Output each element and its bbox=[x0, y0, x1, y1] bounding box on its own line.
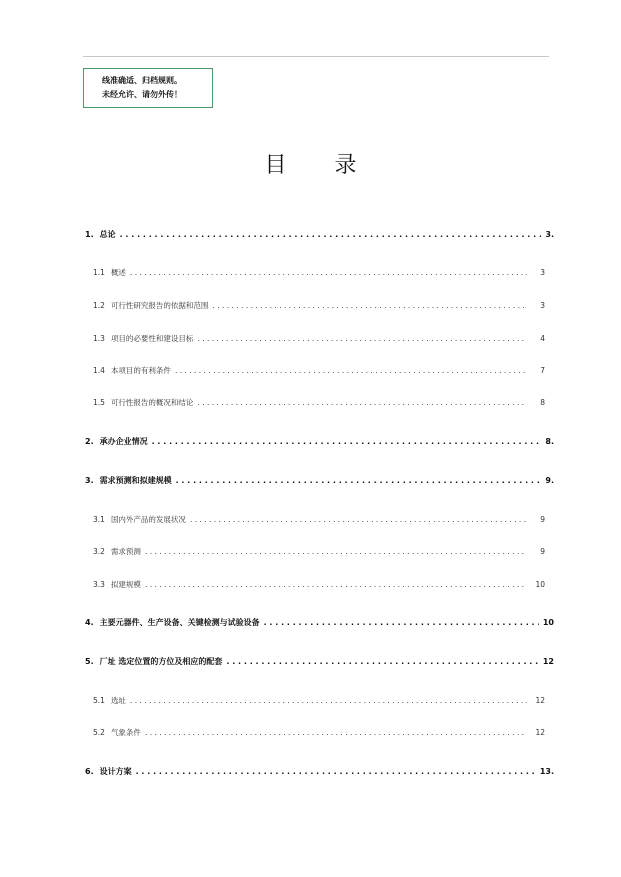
toc-page: 10 bbox=[535, 580, 545, 589]
toc-page: 4 bbox=[540, 334, 545, 343]
toc-label: 总论 bbox=[99, 230, 116, 239]
toc-entry[interactable]: 2. 承办企业情况 . . . 8. bbox=[85, 436, 554, 447]
toc-entry[interactable]: 5. 厂址 选定位置的方位及相应的配套 . . . 12 bbox=[85, 656, 554, 667]
toc-label: 国内外产品的发展状况 bbox=[110, 515, 186, 524]
toc-label: 主要元器件、生产设备、关键检测与试验设备 bbox=[99, 618, 260, 627]
toc-page: 9 bbox=[540, 515, 545, 524]
confidentiality-notice bbox=[83, 68, 213, 108]
toc-label: 可行性报告的概况和结论 bbox=[110, 398, 194, 407]
title-char-1: 目 bbox=[264, 153, 287, 178]
toc-entry[interactable]: 1. 总论 . . . 3. bbox=[85, 229, 554, 240]
toc-entry[interactable]: 5.1 选址 . . . 12 bbox=[93, 695, 545, 706]
toc-page: 12 bbox=[535, 696, 545, 705]
toc-label: 气象条件 bbox=[110, 728, 141, 737]
header-rule bbox=[83, 56, 549, 57]
toc-page: 10 bbox=[542, 618, 554, 627]
toc-entry[interactable]: 4. 主要元器件、生产设备、关键检测与试验设备 . . . 10 bbox=[85, 617, 554, 628]
toc-entry[interactable]: 1.5 可行性报告的概况和结论 . . . 8 bbox=[93, 397, 545, 408]
toc-entry[interactable]: 6. 设计方案 . . . 13. bbox=[85, 766, 554, 777]
toc-label: 设计方案 bbox=[99, 767, 132, 776]
toc-entry[interactable]: 3. 需求预测和拟建规模 . . . 9. bbox=[85, 475, 554, 486]
notice-line-1: 线准确适、归档规则。 bbox=[102, 76, 182, 85]
toc-label: 承办企业情况 bbox=[99, 437, 148, 446]
toc-entry[interactable]: 1.4 本项目的有利条件 . . . 7 bbox=[93, 365, 545, 376]
page-title bbox=[0, 148, 621, 179]
toc-page: 7 bbox=[540, 366, 545, 375]
toc-entry[interactable]: 3.3 拟建规模 . . . 10 bbox=[93, 579, 545, 590]
toc-label: 需求预测和拟建规模 bbox=[99, 476, 172, 485]
toc-entry[interactable]: 3.2 需求预测 . . . 9 bbox=[93, 546, 545, 557]
toc-page: 9. bbox=[545, 476, 554, 485]
toc-entry[interactable]: 3.1 国内外产品的发展状况 . . . 9 bbox=[93, 514, 545, 525]
toc-page: 3. bbox=[545, 230, 554, 239]
toc-page: 9 bbox=[540, 547, 545, 556]
toc-entry[interactable]: 1.1 概述 . . . 3 bbox=[93, 267, 545, 278]
toc-entry[interactable]: 5.2 气象条件 . . . 12 bbox=[93, 727, 545, 738]
toc-label: 拟建规模 bbox=[110, 580, 141, 589]
notice-line-2: 未经允许、请勿外传！ bbox=[102, 90, 182, 99]
toc-entry[interactable]: 1.3 项目的必要性和建设目标 . . . 4 bbox=[93, 333, 545, 344]
toc-page: 12 bbox=[535, 728, 545, 737]
toc-page: 12 bbox=[542, 657, 554, 666]
toc-label: 可行性研究报告的依据和范围 bbox=[110, 301, 209, 310]
title-char-2: 录 bbox=[334, 153, 357, 178]
toc-page: 13. bbox=[539, 767, 554, 776]
toc-page: 3 bbox=[540, 268, 545, 277]
toc-label: 需求预测 bbox=[110, 547, 141, 556]
toc-page: 8. bbox=[545, 437, 554, 446]
toc-label: 厂址 选定位置的方位及相应的配套 bbox=[99, 657, 223, 666]
toc-label: 项目的必要性和建设目标 bbox=[110, 334, 194, 343]
toc-page: 3 bbox=[540, 301, 545, 310]
toc-page: 8 bbox=[540, 398, 545, 407]
toc-label: 本项目的有利条件 bbox=[110, 366, 171, 375]
toc-label: 选址 bbox=[110, 696, 126, 705]
toc-entry[interactable]: 1.2 可行性研究报告的依据和范围 . . . 3 bbox=[93, 300, 545, 311]
toc-label: 概述 bbox=[110, 268, 126, 277]
